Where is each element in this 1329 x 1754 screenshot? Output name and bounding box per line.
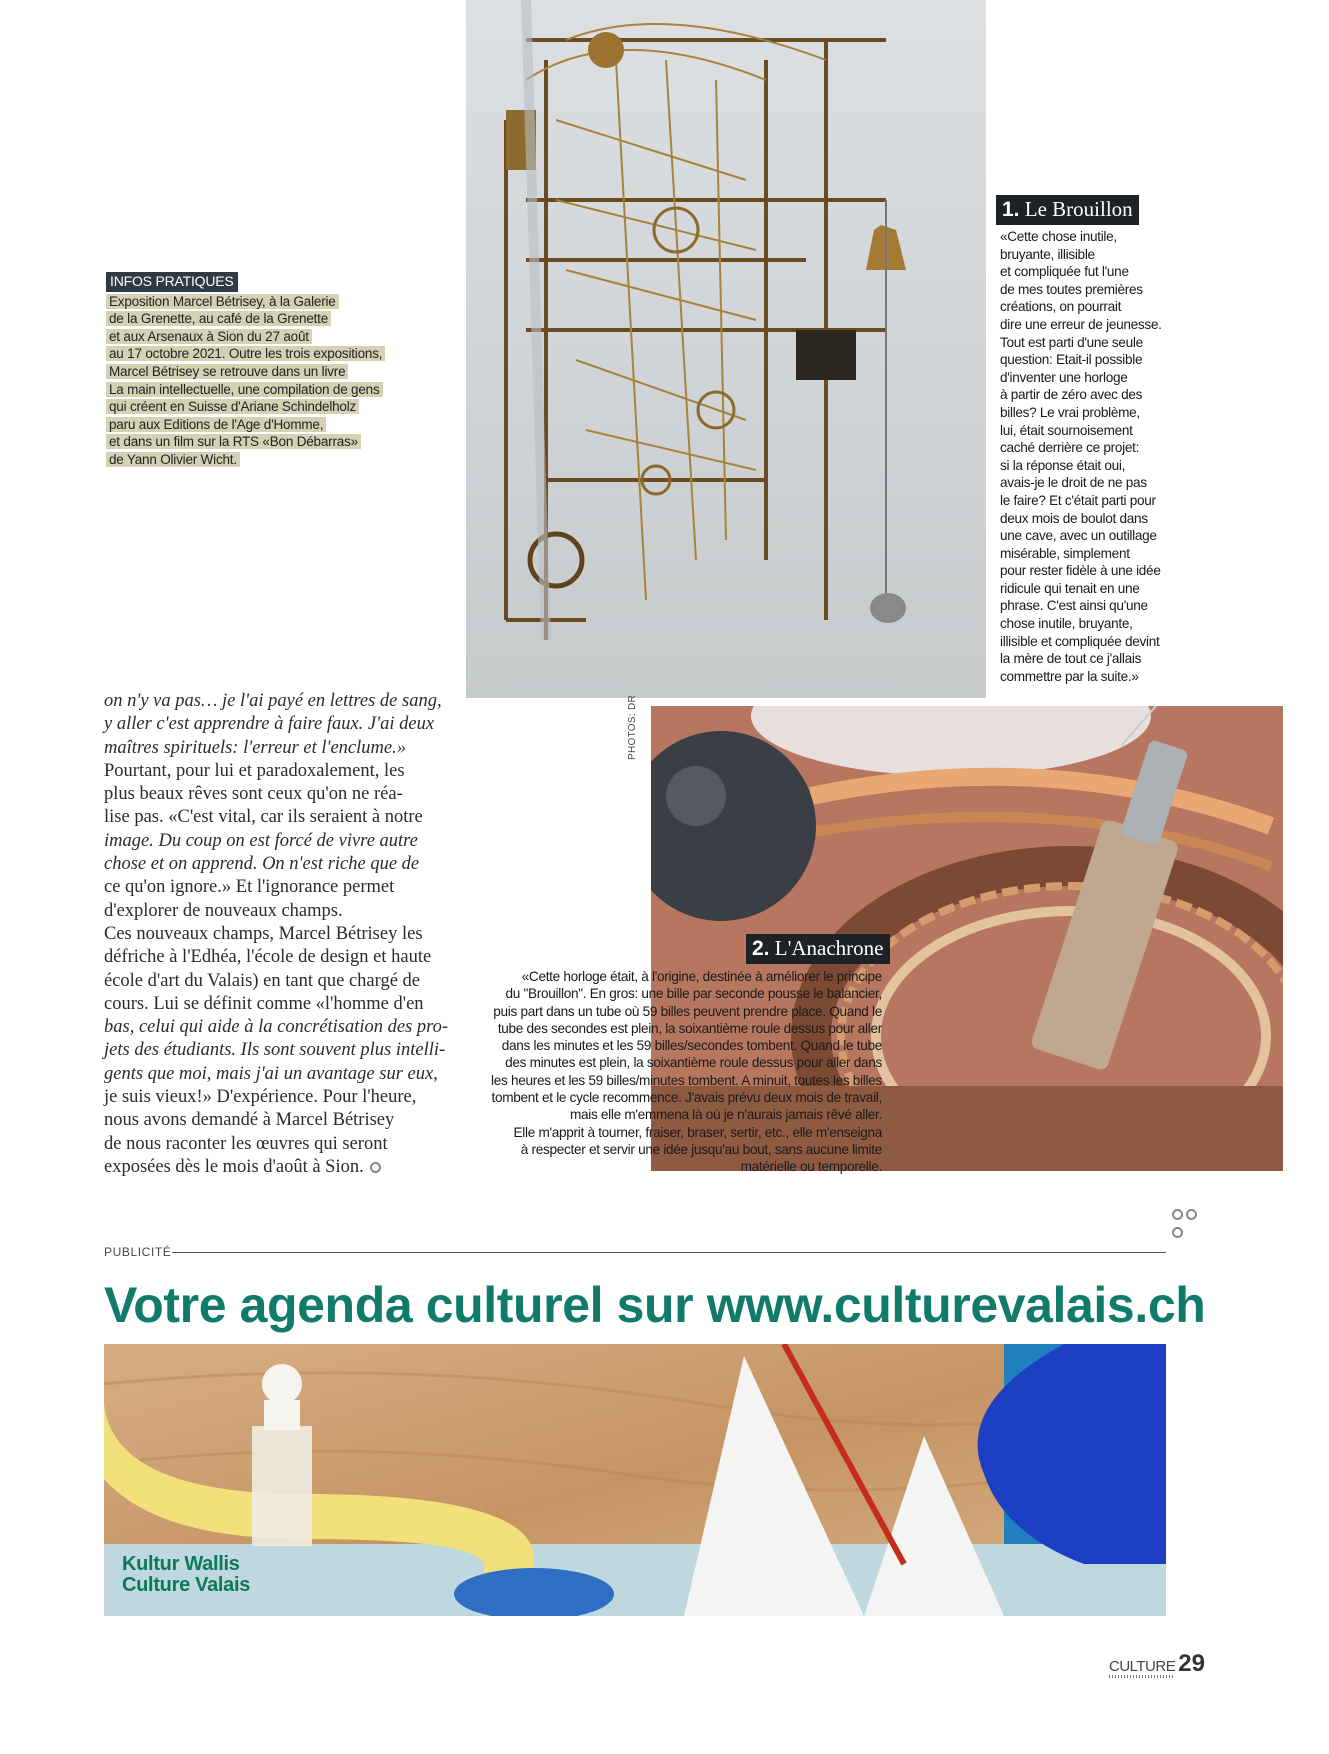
body-line: défriche à l'Edhéa, l'école de design et haute [104,947,432,968]
infos-line: La main intellectuelle, une compilation de gens [106,381,406,399]
body-line: de nous raconter les œuvres qui seront [104,1133,388,1154]
caption-line: deux mois de boulot dans [1000,510,1148,526]
caption-line: une cave, avec un outillage [1000,528,1157,544]
body-line: d'explorer de nouveaux champs. [104,900,343,921]
caption-title-le-brouillon [996,195,1139,225]
caption-line: «Cette horloge était, à l'origine, destinée à améliorer le principe [521,969,882,984]
body-line: image. Du coup on est forcé de vivre autre [104,830,418,851]
infos-line: Exposition Marcel Bétrisey, à la Galerie [106,293,406,311]
body-line: maîtres spirituels: l'erreur et l'enclume.» [104,737,406,758]
caption-line: chose inutile, bruyante, [1000,616,1133,632]
publicite-label: PUBLICITÉ [104,1245,172,1259]
photo-credit [627,694,641,760]
caption-line: à partir de zéro avec des [1000,387,1143,403]
page-number: 29 [1178,1650,1205,1677]
infos-pratiques [106,272,406,469]
logo-line: Culture Valais [122,1574,251,1596]
caption-line: à respecter et servir une idée jusqu'au bout, sans aucune limite [520,1141,882,1157]
caption-le-brouillon [1000,228,1190,685]
body-line: gents que moi, mais j'ai un avantage sur eux, [104,1063,438,1084]
body-line: ce qu'on ignore.» Et l'ignorance permet [104,877,395,898]
body-line: je suis vieux!» D'expérience. Pour l'heure, [104,1087,417,1108]
caption-line: avais-je le droit de ne pas [1000,475,1147,491]
section-name: CULTURE [1109,1658,1176,1675]
page-folio [1109,1650,1205,1678]
end-mark-icon [370,1162,381,1173]
caption-line: ridicule qui tenait en une [1000,580,1140,596]
caption-line: puis part dans un tube où 59 billes peuvent prendre place. Quand le [493,1003,882,1019]
article-body [104,690,449,1179]
ad-image [104,1344,1166,1616]
caption-line: dire une erreur de jeunesse. [1000,316,1162,332]
caption-line: pour rester fidèle à une idée [1000,563,1161,579]
infos-line: qui créent en Suisse d'Ariane Schindelholz [106,398,406,416]
caption-line: de mes toutes premières [1000,281,1143,297]
caption-l-anachrone [460,968,882,1176]
body-line: école d'art du Valais) en tant que chargé de [104,970,420,991]
body-line: on n'y va pas… je l'ai payé en lettres de sang, [104,691,442,711]
caption-line: question: Etait-il possible [1000,352,1143,368]
body-line: bas, celui qui aide à la concrétisation des pro- [104,1017,449,1038]
caption-line: Tout est parti d'une seule [1000,334,1143,350]
photo-le-brouillon [466,0,986,698]
body-line: y aller c'est apprendre à faire faux. J'ai deux [104,714,435,735]
caption-number: 1. [1002,198,1020,221]
caption-line: caché derrière ce projet: [1000,440,1140,456]
body-line: Pourtant, pour lui et paradoxalement, les [104,760,405,781]
photo-credit-text: PHOTOS: DR [627,694,638,760]
caption-line: le faire? Et c'était parti pour [1000,492,1156,508]
body-line: plus beaux rêves sont ceux qu'on ne réa- [104,784,403,805]
caption-line: commettre par la suite.» [1000,668,1139,684]
caption-line: «Cette chose inutile, [1000,229,1117,244]
infos-line: paru aux Editions de l'Age d'Homme, [106,416,406,434]
infos-line: Marcel Bétrisey se retrouve dans un livre [106,363,406,381]
kultur-wallis-logo [122,1554,250,1596]
caption-title: L'Anachrone [774,936,884,960]
infos-line: au 17 octobre 2021. Outre les trois expositions, [106,345,406,363]
brouillon-machine-illustration [466,0,986,698]
caption-line: tombent et le cycle recommence. J'avais prévu deux mois de travail, [491,1090,882,1106]
infos-line: et dans un film sur la RTS «Bon Débarras» [106,433,406,451]
body-line: jets des étudiants. Ils sont souvent plus intelli- [104,1040,446,1061]
caption-line: et compliquée fut l'une [1000,264,1129,280]
caption-line: matérielle ou temporelle. [740,1159,882,1175]
body-line: exposées dès le mois d'août à Sion. [104,1156,444,1179]
ad-headline: Votre agenda culturel sur www.culturevalais.ch [104,1277,1206,1333]
caption-line: tube des secondes est plein, la soixantième roule dessus pour aller [497,1020,882,1036]
caption-line: misérable, simplement [1000,545,1130,561]
body-line: nous avons demandé à Marcel Bétrisey [104,1110,395,1131]
caption-title-l-anachrone [746,934,890,964]
caption-line: créations, on pourrait [1000,299,1122,315]
caption-line: billes? Le vrai problème, [1000,404,1140,420]
caption-line: mais elle m'emmena là où je n'aurais jamais rêvé aller. [569,1107,882,1123]
ad-still-life-illustration [104,1344,1166,1616]
logo-line: Kultur Wallis [122,1553,240,1575]
infos-heading: INFOS PRATIQUES [106,272,238,292]
caption-line: Elle m'apprit à tourner, fraiser, braser, sertir, etc., elle m'enseigna [513,1124,882,1140]
body-line: lise pas. «C'est vital, car ils seraient à notre [104,807,423,828]
caption-line: du "Brouillon". En gros: une bille par seconde pousse le balancier, [505,986,882,1002]
caption-line: la mère de tout ce j'allais [1000,651,1142,667]
continued-dots-icon [1172,1207,1212,1219]
body-line: Ces nouveaux champs, Marcel Bétrisey les [104,923,423,944]
infos-line: de la Grenette, au café de la Grenette [106,310,406,328]
caption-line: dans les minutes et les 59 billes/secondes tombent. Quand le tube [501,1038,882,1054]
caption-line: des minutes est plein, la soixantième roule dessus pour aller dans [505,1055,882,1071]
caption-line: phrase. C'est ainsi qu'une [1000,598,1148,614]
caption-number: 2. [752,937,770,960]
caption-line: bruyante, illisible [1000,246,1095,262]
infos-line: et aux Arsenaux à Sion du 27 août [106,328,406,346]
divider [172,1252,1166,1253]
body-line: cours. Lui se définit comme «l'homme d'en [104,993,424,1014]
caption-line: illisible et compliquée devint [1000,633,1160,649]
body-line: chose et on apprend. On n'est riche que de [104,854,420,875]
caption-line: d'inventer une horloge [1000,369,1128,385]
caption-line: les heures et les 59 billes/minutes tombent. A minuit, toutes les billes [491,1072,882,1088]
infos-line: de Yann Olivier Wicht. [106,451,406,469]
caption-line: lui, était sournoisement [1000,422,1133,438]
caption-line: si la réponse était oui, [1000,457,1126,473]
caption-title: Le Brouillon [1024,197,1133,221]
